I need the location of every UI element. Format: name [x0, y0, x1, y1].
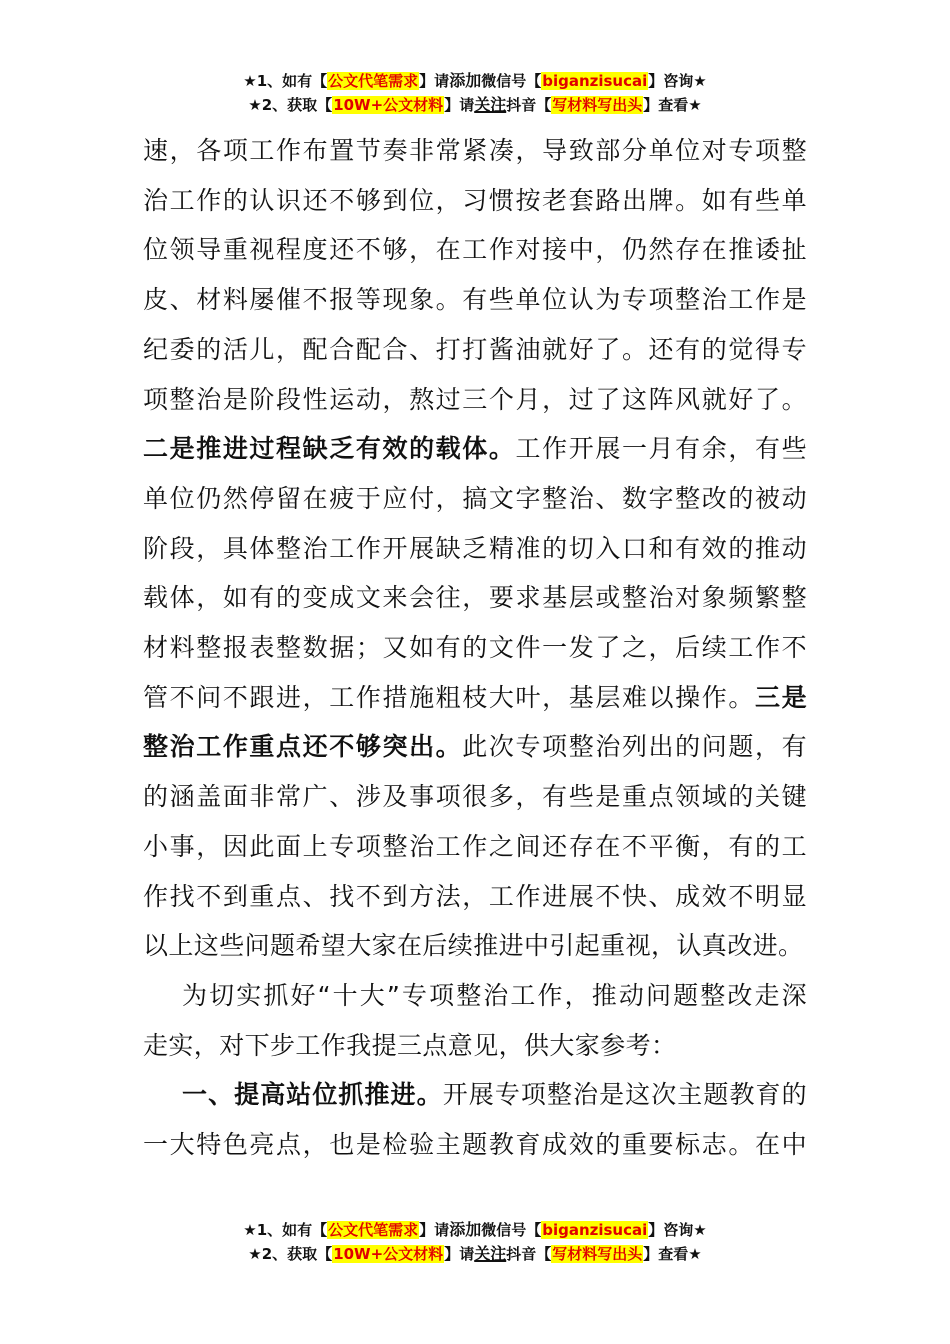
- banner-text: 抖音【: [506, 1245, 552, 1263]
- banner-line-1: [0, 69, 950, 93]
- body-line: 纪委的活儿，配合配合、打打酱油就好了。还有的觉得专: [143, 334, 807, 364]
- body-line: 一大特色亮点，也是检验主题教育成效的重要标志。在中: [143, 1130, 807, 1160]
- body-line: 以上这些问题希望大家在后续推进中引起重视，认真改进。: [143, 931, 804, 961]
- body-line: 皮、材料屡催不报等现象。有些单位认为专项整治工作是: [143, 285, 807, 315]
- body-line: [143, 673, 807, 723]
- banner-text: ★2、获取【: [248, 96, 333, 114]
- banner-text: 微信号【: [481, 72, 542, 90]
- banner-text: 】咨询★: [648, 72, 707, 90]
- banner-line-2: [0, 93, 950, 117]
- body-line: 小事，因此面上专项整治工作之间还存在不平衡，有的工: [143, 831, 807, 861]
- highlight-ghostwriting: 公文代笔需求: [328, 1221, 419, 1239]
- body-line: [143, 424, 807, 474]
- banner-text: 】查看★: [643, 96, 702, 114]
- body-line: [143, 1070, 807, 1120]
- banner-line-2: [0, 1242, 950, 1266]
- body-line: 材料整报表整数据；又如有的文件一发了之，后续工作不: [143, 633, 807, 663]
- highlight-douyin: 写材料写出头: [552, 1245, 643, 1263]
- highlight-materials: 10W+公文材料: [333, 1245, 444, 1263]
- body-line: 的涵盖面非常广、涉及事项很多，有些是重点领域的关键: [143, 782, 807, 812]
- body-text: 开展专项整治是这次主题教育的: [442, 1080, 807, 1110]
- point-three-heading: 三是: [754, 682, 807, 712]
- banner-text: 微信号【: [481, 1221, 542, 1239]
- banner-text: 】请: [444, 96, 475, 114]
- body-line: 为切实抓好“十大”专项整治工作，推动问题整改走深: [182, 980, 807, 1010]
- highlight-ghostwriting: 公文代笔需求: [328, 72, 419, 90]
- banner-text: 】咨询★: [648, 1221, 707, 1239]
- banner-text: 】请: [419, 1221, 450, 1239]
- body-text: 管不问不跟进，工作措施粗枝大叶，基层难以操作。: [143, 682, 755, 712]
- banner-text: 】请: [444, 1245, 475, 1263]
- banner-line-1: [0, 1218, 950, 1242]
- body-line: 项整治是阶段性运动，熬过三个月，过了这阵风就好了。: [143, 384, 807, 414]
- body-line: 作找不到重点、找不到方法，工作进展不快、成效不明显: [143, 881, 807, 911]
- section-one-heading: 一、提高站位抓推进。: [182, 1080, 443, 1110]
- body-line: 走实，对下步工作我提三点意见，供大家参考：: [143, 1030, 677, 1060]
- banner-text: ★1、如有【: [243, 72, 328, 90]
- highlight-douyin: 写材料写出头: [552, 96, 643, 114]
- header-banner: [0, 69, 950, 117]
- banner-emphasis: 添加: [449, 1220, 482, 1239]
- point-two-heading: 二是推进过程缺乏有效的载体。: [143, 434, 516, 464]
- body-line: [143, 722, 807, 772]
- point-three-heading: 整治工作重点还不够突出。: [143, 732, 463, 762]
- banner-emphasis: 关注: [474, 95, 507, 114]
- banner-text: ★2、获取【: [248, 1245, 333, 1263]
- highlight-materials: 10W+公文材料: [333, 96, 444, 114]
- banner-text: 抖音【: [506, 96, 552, 114]
- banner-text: 】请: [419, 72, 450, 90]
- footer-banner: [0, 1218, 950, 1266]
- body-line: 单位仍然停留在疲于应付，搞文字整治、数字整改的被动: [143, 483, 807, 513]
- banner-text: ★1、如有【: [243, 1221, 328, 1239]
- body-text: 此次专项整治列出的问题，有: [462, 732, 807, 762]
- highlight-wechat-id: biganzisucai: [542, 72, 648, 90]
- body-line: 阶段，具体整治工作开展缺乏精准的切入口和有效的推动: [143, 533, 807, 563]
- highlight-wechat-id: biganzisucai: [542, 1221, 648, 1239]
- banner-emphasis: 添加: [449, 71, 482, 90]
- body-line: 速，各项工作布置节奏非常紧凑，导致部分单位对专项整: [143, 136, 807, 165]
- banner-emphasis: 关注: [474, 1244, 507, 1263]
- body-text: 工作开展一月有余，有些: [515, 434, 807, 464]
- body-line: 位领导重视程度还不够，在工作对接中，仍然存在推诿扯: [143, 235, 807, 265]
- body-line: 载体，如有的变成文来会往，要求基层或整治对象频繁整: [143, 583, 807, 613]
- body-line: 治工作的认识还不够到位，习惯按老套路出牌。如有些单: [143, 185, 807, 215]
- banner-text: 】查看★: [643, 1245, 702, 1263]
- document-body: [143, 126, 807, 1170]
